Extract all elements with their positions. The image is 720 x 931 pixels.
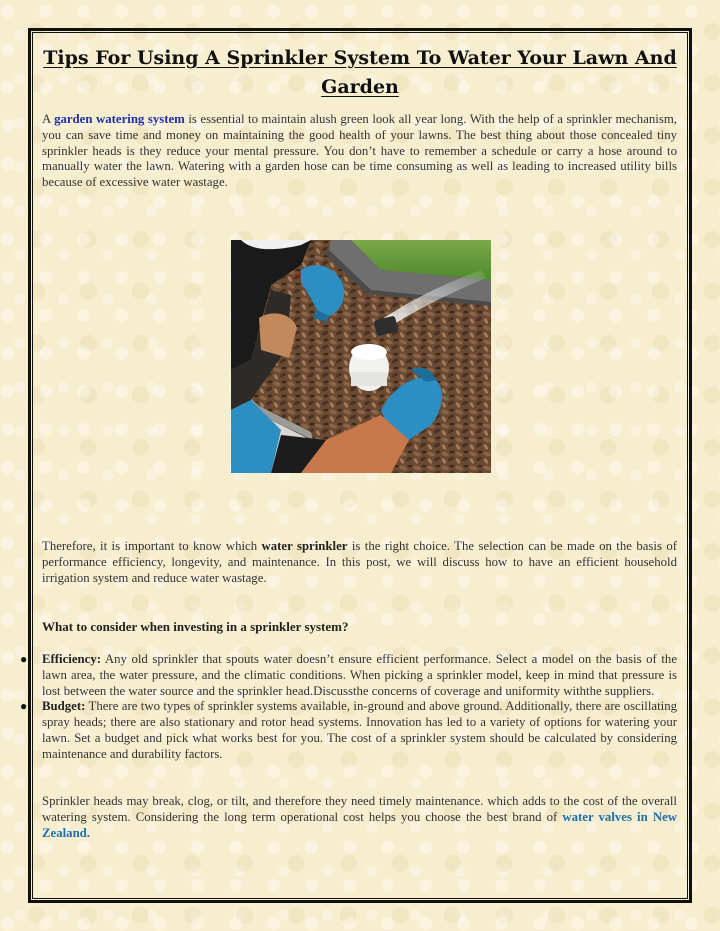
bullet-icon: ●	[20, 699, 28, 714]
sprinkler-installation-photo	[231, 240, 491, 473]
list-item-efficiency	[20, 652, 677, 699]
selection-paragraph	[42, 539, 677, 586]
selection-text: is the right choice. The selection can be made on the basis of performance efficiency, longevity, and maintenance. In this post, we will discuss how to have an efficient household irrigation system and reduce water wastage.	[42, 539, 677, 585]
intro-prefix: A	[42, 112, 55, 126]
intro-paragraph	[42, 112, 677, 191]
considerations-list	[20, 652, 677, 763]
section-heading: What to consider when investing in a sprinkler system?	[42, 619, 349, 634]
bullet-icon: ●	[20, 652, 28, 666]
closing-paragraph	[42, 794, 677, 841]
budget-label: Budget:	[42, 699, 86, 714]
water-valves-nz-link[interactable]: water valves in New Zealand.	[42, 809, 677, 840]
efficiency-text: Any old sprinkler that spouts water doesn’t ensure efficient performance. Select a model on the basis of the lawn area, the water pressure, and the climatic conditions. When picking a sprinkler model, keep in mind that pressure is lost between the water source and the sprinkler head.Discussthe concerns of coverage and uniformity withthe suppliers.	[42, 652, 677, 698]
list-item-budget	[20, 699, 677, 762]
efficiency-label: Efficiency:	[42, 652, 101, 666]
document-title: Tips For Using A Sprinkler System To Water Your Lawn And Garden	[43, 47, 677, 98]
selection-prefix: Therefore, it is important to know which	[42, 539, 262, 553]
garden-watering-system-link[interactable]: garden watering system	[54, 112, 185, 126]
water-sprinkler-emphasis: water sprinkler	[261, 539, 348, 553]
budget-text: There are two types of sprinkler systems available, in-ground and above ground. Additionally, there are oscillating spray heads; there are also stationary and rotor head systems. Innovation has led to a variety of options for watering your lawn. Set a budget and pick what works best for you. The cost of a sprinkler system should be calculated by considering maintenance and durability factors.	[42, 699, 677, 761]
closing-text: Sprinkler heads may break, clog, or tilt, and therefore they need timely maintenance. which adds to the cost of the overall watering system. Considering the long term operational cost helps you choose the best brand of	[42, 794, 677, 824]
intro-text: is essential to maintain alush green look all year long. With the help of a sprinkler mechanism, you can save time and money on maintaining the good health of your lawns. The best thing about those concealed tiny sprinkler heads is they reduce your mental pressure. You don’t have to remember a schedule or carry a hose around to manually water the lawn. Watering with a garden hose can be time consuming as well as leading to increased utility bills because of excessive water wastage.	[42, 112, 677, 190]
